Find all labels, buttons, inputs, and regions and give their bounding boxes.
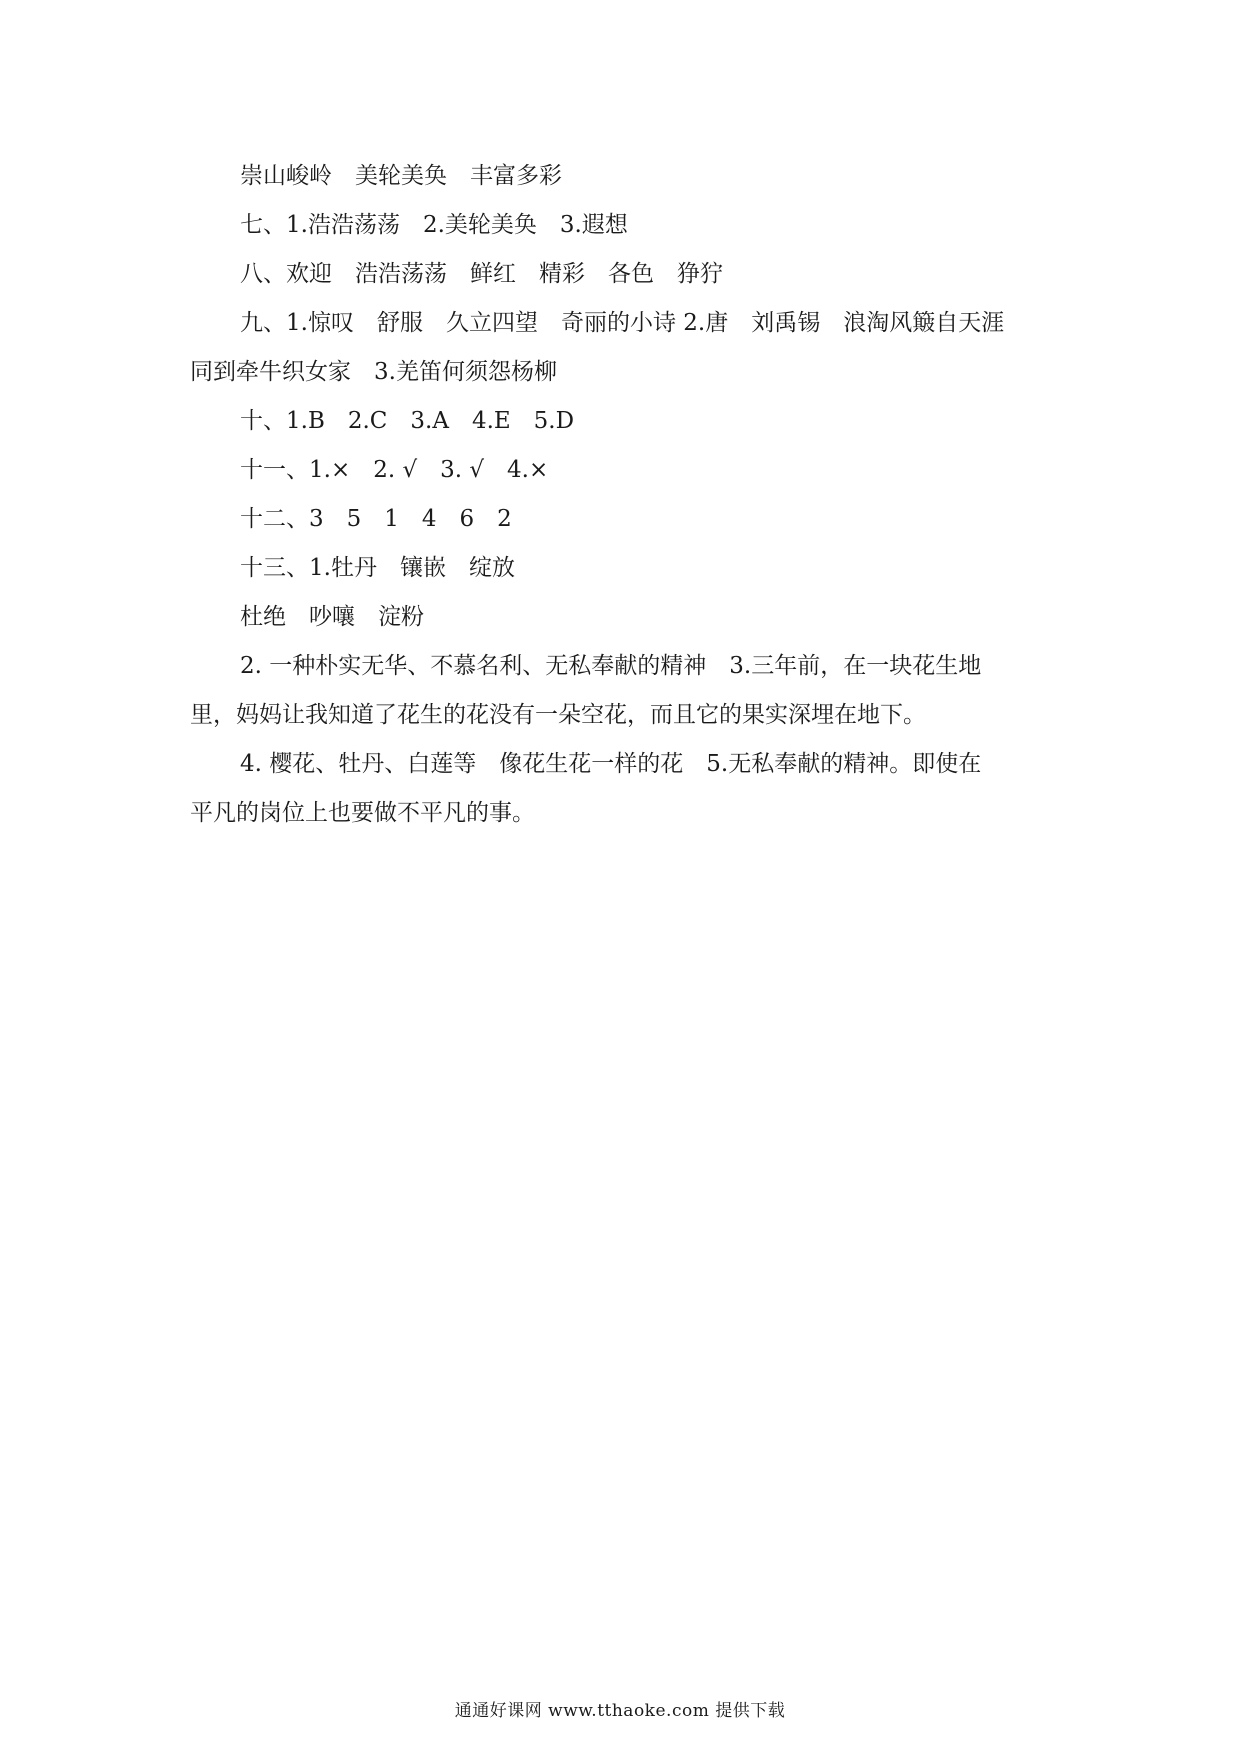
answer-line-section-12: 十二、3 5 1 4 6 2 [240,506,512,532]
answer-line-section-13-item-2: 2. 一种朴实无华、不慕名利、无私奉献的精神 3.三年前，在一块花生地 [240,653,982,679]
answer-line-section-9: 九、1.惊叹 舒服 久立四望 奇丽的小诗 2.唐 刘禹锡 浪淘风簸自天涯 [240,310,1005,336]
page-footer: 通通好课网 www.tthaoke.com 提供下载 [454,1701,786,1721]
answer-line-section-10: 十、1.B 2.C 3.A 4.E 5.D [240,408,575,434]
answer-line-section-7: 七、1.浩浩荡荡 2.美轮美奂 3.遐想 [240,212,628,238]
answer-line-section-13-item-4: 4. 樱花、牡丹、白莲等 像花生花一样的花 5.无私奉献的精神。即使在 [240,751,982,777]
answer-line-section-8: 八、欢迎 浩浩荡荡 鲜红 精彩 各色 狰狞 [240,261,723,287]
answer-line: 崇山峻岭 美轮美奂 丰富多彩 [240,163,562,189]
answer-line-section-13: 十三、1.牡丹 镶嵌 绽放 [240,555,515,581]
answer-key-content [190,152,1056,838]
answer-line-section-13-item-4-continued: 平凡的岗位上也要做不平凡的事。 [190,800,535,826]
answer-line-section-13-item-2-continued: 里，妈妈让我知道了花生的花没有一朵空花，而且它的果实深埋在地下。 [190,702,926,728]
answer-line-section-9-continued: 同到牵牛织女家 3.羌笛何须怨杨柳 [190,359,557,385]
answer-line-section-13-words: 杜绝 吵嚷 淀粉 [240,604,424,630]
answer-line-section-11: 十一、1.× 2. √ 3. √ 4.× [240,457,549,483]
